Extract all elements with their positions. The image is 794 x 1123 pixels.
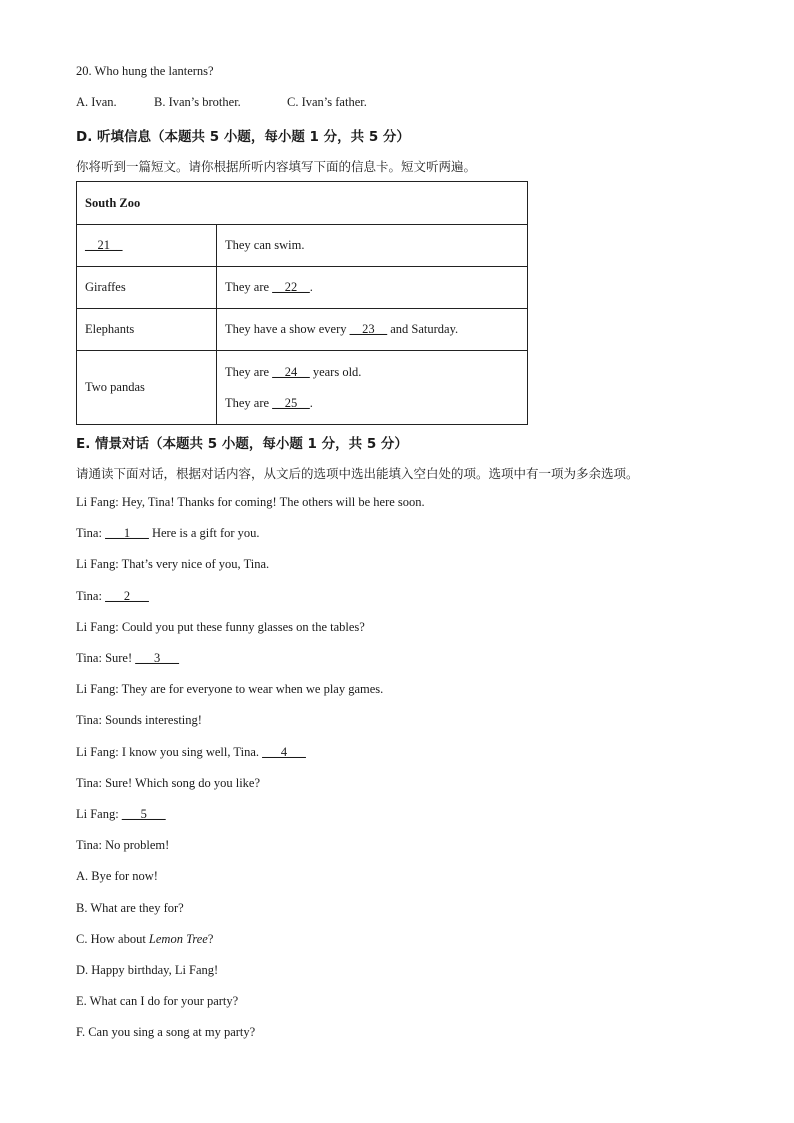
dialogue-text: Li Fang: That’s very nice of you, Tina. xyxy=(76,557,270,572)
row-2-info: They are __22__. xyxy=(217,267,528,309)
dialogue-text: Li Fang: Could you put these funny glasses on the tables? xyxy=(76,619,365,634)
table-row xyxy=(77,351,528,425)
dialogue-line xyxy=(76,589,149,604)
dialogue-line xyxy=(76,838,169,853)
dialogue-text: Tina: xyxy=(76,588,106,603)
dialogue-line xyxy=(76,651,179,666)
row-1-info: They can swim. xyxy=(217,225,528,267)
animal-elephants: Elephants xyxy=(77,309,217,351)
answer-option[interactable]: B. What are they for? xyxy=(76,900,184,915)
dialogue-line xyxy=(76,745,306,760)
dialogue-text: Tina: Sure! Which song do you like? xyxy=(76,775,261,790)
section-e-heading: E. 情景对话（本题共 5 小题，每小题 1 分，共 5 分） xyxy=(76,436,408,452)
animal-two-pandas: Two pandas xyxy=(77,351,217,425)
row-3-info: They have a show every __23__ and Saturday. xyxy=(217,309,528,351)
table-row xyxy=(77,309,528,351)
dialogue-line xyxy=(76,557,269,572)
answer-blank[interactable]: ___3___ xyxy=(135,651,180,665)
dialogue-text: Li Fang: xyxy=(76,807,122,821)
dialogue-line xyxy=(76,682,383,697)
answer-blank[interactable]: ___5___ xyxy=(121,807,166,821)
answer-blank[interactable]: ___2___ xyxy=(105,588,149,603)
dialogue-text: Tina: No problem! xyxy=(76,838,170,853)
dialogue-text: Li Fang: They are for everyone to wear when we play games. xyxy=(76,682,384,697)
animal-giraffes: Giraffes xyxy=(77,267,217,309)
row-4-info: They are __24__ years old. They are __25__. xyxy=(217,351,528,425)
blank-22[interactable]: __22__ xyxy=(272,280,310,294)
table-row xyxy=(77,267,528,309)
info-card-table xyxy=(76,181,528,425)
dialogue-line xyxy=(76,776,260,791)
blank-24[interactable]: __24__ xyxy=(272,364,310,379)
blank-21[interactable]: __21__ xyxy=(77,225,217,267)
answer-blank[interactable]: ___4___ xyxy=(262,744,306,759)
answer-option[interactable]: D. Happy birthday, Li Fang! xyxy=(76,963,219,977)
question-20-options xyxy=(76,95,367,110)
option-b[interactable]: B. Ivan’s brother. xyxy=(154,95,241,109)
answer-option[interactable]: C. How about Lemon Tree? xyxy=(76,931,214,946)
option-c[interactable]: C. Ivan’s father. xyxy=(287,95,367,109)
question-20: 20. Who hung the lanterns? xyxy=(76,64,214,78)
answer-blank[interactable]: ___1___ xyxy=(105,526,149,541)
dialogue-text: Li Fang: Hey, Tina! Thanks for coming! The others will be here soon. xyxy=(76,495,425,509)
section-e-instruction: 请通读下面对话，根据对话内容，从文后的选项中选出能填入空白处的项。选项中有一项为多余选项。 xyxy=(76,466,639,481)
answer-option[interactable]: F. Can you sing a song at my party? xyxy=(76,1025,256,1040)
section-d-heading: D. 听填信息（本题共 5 小题，每小题 1 分，共 5 分） xyxy=(76,129,410,145)
answer-option[interactable]: E. What can I do for your party? xyxy=(76,994,239,1009)
blank-25[interactable]: __25__ xyxy=(272,395,310,410)
option-a[interactable]: A. Ivan. xyxy=(76,95,117,109)
dialogue-text: Tina: xyxy=(76,526,106,541)
dialogue-text: Tina: Sure! xyxy=(76,651,136,665)
dialogue-text: Here is a gift for you. xyxy=(148,526,260,541)
blank-23[interactable]: __23__ xyxy=(349,322,388,336)
section-d-instruction: 你将听到一篇短文。请你根据所听内容填写下面的信息卡。短文听两遍。 xyxy=(76,159,477,174)
dialogue-line xyxy=(76,807,166,822)
dialogue-line xyxy=(76,526,260,541)
dialogue-line xyxy=(76,713,202,728)
song-title: Lemon Tree xyxy=(148,931,208,946)
table-row xyxy=(77,225,528,267)
dialogue-line xyxy=(76,620,365,635)
dialogue-text: Tina: Sounds interesting! xyxy=(76,713,202,728)
answer-option[interactable]: A. Bye for now! xyxy=(76,869,158,884)
dialogue-line xyxy=(76,495,425,510)
dialogue-text: Li Fang: I know you sing well, Tina. xyxy=(76,744,263,759)
info-card-title: South Zoo xyxy=(77,182,528,225)
